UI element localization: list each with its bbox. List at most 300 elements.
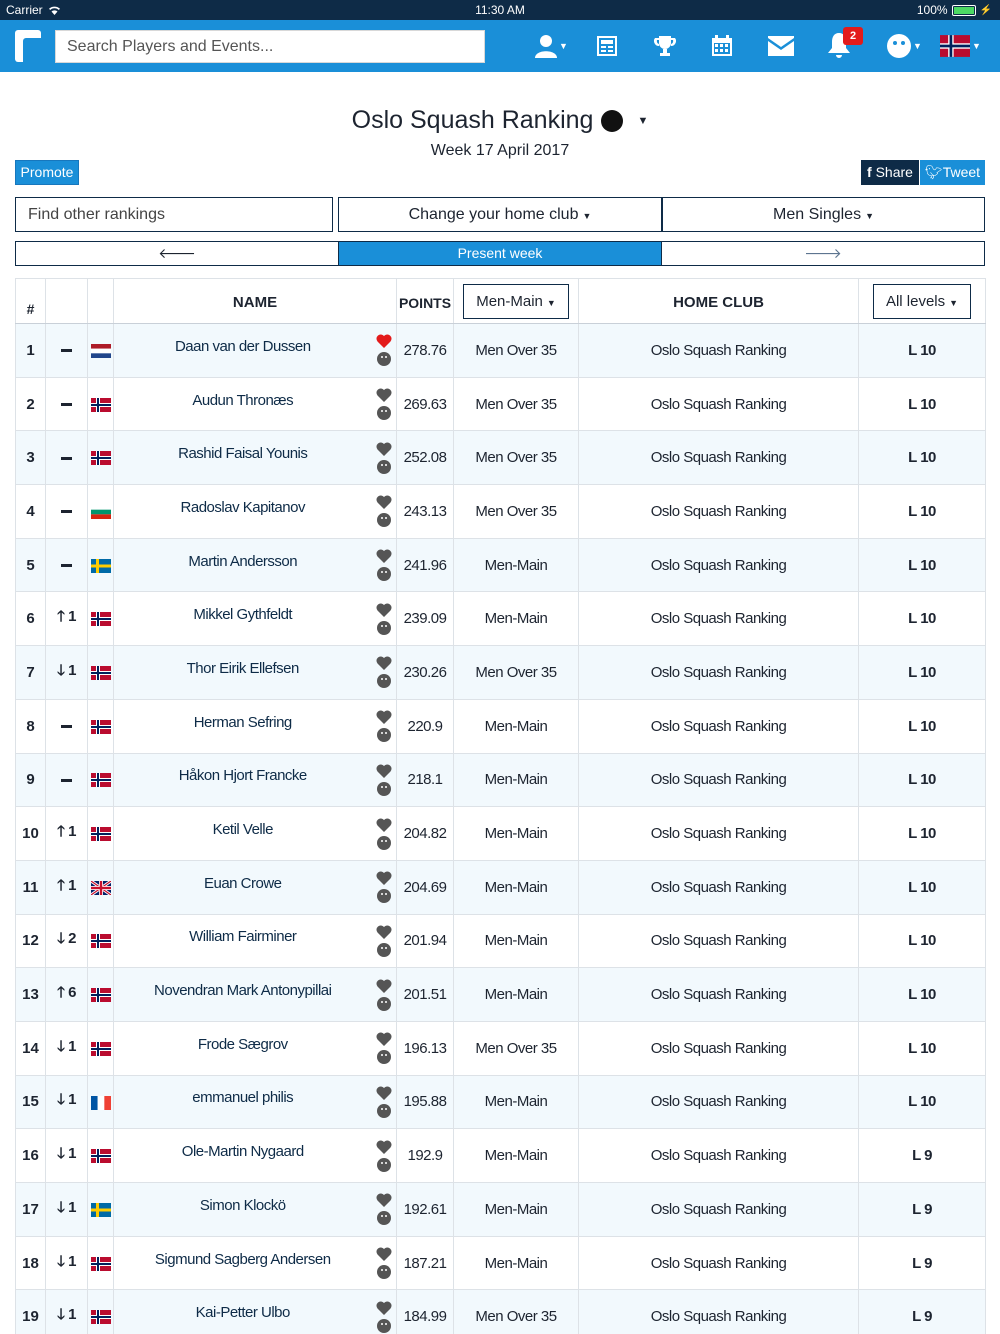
movement-cell	[46, 860, 88, 914]
flag-norway-icon	[91, 398, 111, 412]
player-name-link[interactable]: emmanuel philis	[192, 1089, 294, 1107]
home-club-cell[interactable]: Oslo Squash Ranking	[579, 914, 859, 968]
category-cell: Men Over 35	[454, 324, 579, 378]
player-name-cell[interactable]	[114, 324, 372, 378]
home-club-cell[interactable]: Oslo Squash Ranking	[579, 324, 859, 378]
level-cell: L 10	[859, 592, 986, 646]
player-name-cell[interactable]	[114, 538, 372, 592]
movement-count: 1	[68, 1037, 76, 1055]
home-club-dropdown[interactable]	[338, 197, 662, 232]
home-club-cell[interactable]: Oslo Squash Ranking	[579, 968, 859, 1022]
points-cell: 184.99	[397, 1290, 454, 1334]
charging-icon: ⚡	[979, 4, 992, 16]
home-club-label: Change your home club	[408, 206, 579, 223]
rank-cell: 5	[16, 538, 46, 592]
points-cell: 192.9	[397, 1129, 454, 1183]
category-cell: Men Over 35	[454, 431, 579, 485]
player-actions-cell	[372, 1075, 397, 1129]
player-name-cell[interactable]	[114, 914, 372, 968]
rank-cell: 7	[16, 646, 46, 700]
points-cell: 230.26	[397, 646, 454, 700]
movement-cell	[46, 1236, 88, 1290]
previous-week-button[interactable]	[16, 242, 339, 265]
table-row[interactable]	[16, 1021, 986, 1075]
player-actions-cell	[372, 1236, 397, 1290]
flag-cell	[88, 485, 114, 539]
app-logo[interactable]	[15, 30, 41, 62]
news-button[interactable]	[595, 31, 619, 61]
player-name-cell[interactable]	[114, 807, 372, 861]
player-name-link[interactable]: Radoslav Kapitanov	[180, 498, 305, 516]
table-row[interactable]	[16, 914, 986, 968]
home-club-cell[interactable]: Oslo Squash Ranking	[579, 377, 859, 431]
level-cell: L 10	[859, 324, 986, 378]
flag-norway-icon	[940, 35, 970, 57]
player-name-link[interactable]: William Fairminer	[189, 928, 297, 946]
home-club-cell[interactable]: Oslo Squash Ranking	[579, 485, 859, 539]
table-row[interactable]	[16, 753, 986, 807]
flag-norway-icon	[91, 827, 111, 841]
flag-norway-icon	[91, 451, 111, 465]
page-title: Oslo Squash Ranking	[351, 106, 594, 134]
table-row[interactable]	[16, 377, 986, 431]
player-name-link[interactable]: Audun Thronæs	[192, 391, 294, 409]
twitter-icon: 🐦︎	[924, 164, 943, 180]
promote-button[interactable]: Promote	[15, 160, 79, 185]
flag-cell	[88, 538, 114, 592]
player-name-link[interactable]: Ole-Martin Nygaard	[181, 1143, 304, 1161]
flag-cell	[88, 1236, 114, 1290]
arrow-down-icon: 🡓	[57, 1145, 65, 1163]
heart-icon[interactable]	[376, 979, 392, 993]
player-profile-icon[interactable]	[377, 1265, 391, 1279]
arrow-down-icon: 🡓	[57, 1198, 65, 1216]
player-name-cell[interactable]	[114, 968, 372, 1022]
facebook-icon: f	[867, 164, 876, 180]
player-name-link[interactable]: Frode Sægrov	[197, 1035, 288, 1053]
player-profile-icon[interactable]	[377, 782, 391, 796]
points-cell: 201.94	[397, 914, 454, 968]
player-actions-cell	[372, 753, 397, 807]
no-change-icon	[61, 510, 72, 513]
rank-cell: 11	[16, 860, 46, 914]
ranking-table	[15, 278, 986, 1334]
category-cell: Men-Main	[454, 538, 579, 592]
flag-cell	[88, 860, 114, 914]
player-profile-icon[interactable]	[377, 1211, 391, 1225]
level-cell: L 10	[859, 485, 986, 539]
calendar-icon	[710, 34, 734, 58]
chevron-down-icon: ▼	[972, 41, 981, 51]
rank-cell: 15	[16, 1075, 46, 1129]
level-cell: L 9	[859, 1183, 986, 1237]
category-cell: Men Over 35	[454, 1021, 579, 1075]
heart-icon[interactable]	[376, 549, 392, 563]
user-menu[interactable]	[535, 31, 568, 61]
flag-norway-icon	[91, 773, 111, 787]
battery-icon	[952, 5, 976, 16]
player-name-cell[interactable]	[114, 485, 372, 539]
player-name-cell[interactable]	[114, 592, 372, 646]
movement-cell	[46, 1021, 88, 1075]
player-name-cell[interactable]	[114, 1129, 372, 1183]
level-cell: L 10	[859, 699, 986, 753]
player-name-cell[interactable]	[114, 1183, 372, 1237]
player-name-cell[interactable]	[114, 699, 372, 753]
points-cell: 278.76	[397, 324, 454, 378]
table-row[interactable]	[16, 807, 986, 861]
flag-cell	[88, 699, 114, 753]
player-actions-cell	[372, 860, 397, 914]
movement-count: 1	[68, 823, 76, 841]
arrow-up-icon: 🡑	[57, 823, 65, 841]
table-row[interactable]	[16, 1290, 986, 1334]
rank-cell: 16	[16, 1129, 46, 1183]
heart-icon[interactable]	[376, 656, 392, 670]
points-cell: 196.13	[397, 1021, 454, 1075]
player-name-link[interactable]: Euan Crowe	[203, 874, 282, 892]
player-profile-icon[interactable]	[377, 352, 391, 366]
movement-cell	[46, 592, 88, 646]
level-cell: L 10	[859, 538, 986, 592]
movement-count: 1	[68, 1252, 76, 1270]
player-name-cell[interactable]	[114, 377, 372, 431]
present-week-button[interactable]: Present week	[339, 242, 661, 265]
points-cell: 192.61	[397, 1183, 454, 1237]
ranking-title[interactable]	[352, 106, 649, 135]
arrow-down-icon: 🡓	[57, 930, 65, 948]
flag-netherlands-icon	[91, 344, 111, 358]
status-bar	[0, 0, 1000, 20]
flag-cell	[88, 592, 114, 646]
player-name-cell[interactable]	[114, 646, 372, 700]
language-menu[interactable]	[940, 31, 981, 61]
heart-icon[interactable]	[376, 603, 392, 617]
table-row[interactable]	[16, 699, 986, 753]
heart-icon[interactable]	[376, 1301, 392, 1315]
home-club-cell[interactable]: Oslo Squash Ranking	[579, 1236, 859, 1290]
player-actions-cell	[372, 538, 397, 592]
rank-cell: 17	[16, 1183, 46, 1237]
flag-norway-icon	[91, 934, 111, 948]
home-club-cell[interactable]: Oslo Squash Ranking	[579, 1075, 859, 1129]
home-club-cell[interactable]: Oslo Squash Ranking	[579, 860, 859, 914]
category-filter-dropdown[interactable]	[463, 284, 569, 319]
player-name-link[interactable]: Sigmund Sagberg Andersen	[154, 1250, 331, 1268]
table-row[interactable]	[16, 485, 986, 539]
chevron-down-icon: ▼	[913, 41, 922, 51]
find-rankings-input[interactable]	[15, 197, 333, 232]
player-name-cell[interactable]	[114, 1075, 372, 1129]
arrow-down-icon: 🡓	[57, 1252, 65, 1270]
movement-cell	[46, 699, 88, 753]
chevron-down-icon: ▼	[546, 297, 556, 308]
profile-menu[interactable]	[887, 31, 922, 61]
flag-norway-icon	[91, 1310, 111, 1324]
table-row[interactable]	[16, 324, 986, 378]
heart-icon[interactable]	[376, 495, 392, 509]
player-actions-cell	[372, 807, 397, 861]
level-cell: L 10	[859, 1075, 986, 1129]
flag-norway-icon	[91, 1257, 111, 1271]
flag-cell	[88, 914, 114, 968]
player-profile-icon[interactable]	[377, 1158, 391, 1172]
player-name-link[interactable]: Thor Eirik Ellefsen	[186, 659, 299, 677]
flag-norway-icon	[91, 1149, 111, 1163]
home-club-cell[interactable]: Oslo Squash Ranking	[579, 592, 859, 646]
player-name-cell[interactable]	[114, 860, 372, 914]
table-row[interactable]	[16, 968, 986, 1022]
heart-icon[interactable]	[376, 1140, 392, 1154]
player-name-link[interactable]: Håkon Hjort Francke	[178, 767, 307, 785]
rank-cell: 1	[16, 324, 46, 378]
player-profile-icon[interactable]	[377, 1050, 391, 1064]
player-actions-cell	[372, 1021, 397, 1075]
no-change-icon	[61, 564, 72, 567]
flag-norway-icon	[91, 666, 111, 680]
player-actions-cell	[372, 324, 397, 378]
table-row[interactable]	[16, 1236, 986, 1290]
movement-count: 1	[68, 661, 76, 679]
category-filter-label: Men-Main	[476, 292, 543, 310]
player-profile-icon[interactable]	[377, 674, 391, 688]
search-input[interactable]	[55, 30, 485, 63]
player-name-link[interactable]: Kai-Petter Ulbo	[195, 1304, 290, 1322]
player-name-link[interactable]: Simon Klockö	[199, 1196, 286, 1214]
player-name-cell[interactable]	[114, 1290, 372, 1334]
level-cell: L 10	[859, 968, 986, 1022]
trophy-button[interactable]	[653, 31, 677, 61]
movement-count: 2	[68, 930, 76, 948]
level-cell: L 10	[859, 753, 986, 807]
no-change-icon	[61, 349, 72, 352]
rank-cell: 13	[16, 968, 46, 1022]
heart-icon[interactable]	[376, 871, 392, 885]
flag-bulgaria-icon	[91, 505, 111, 519]
category-cell: Men-Main	[454, 753, 579, 807]
rank-cell: 4	[16, 485, 46, 539]
category-label: Men Singles	[773, 206, 862, 223]
player-name-cell[interactable]	[114, 753, 372, 807]
home-club-cell[interactable]: Oslo Squash Ranking	[579, 431, 859, 485]
player-name-link[interactable]: Herman Sefring	[193, 713, 292, 731]
movement-cell	[46, 377, 88, 431]
movement-cell	[46, 324, 88, 378]
chevron-down-icon: ▼	[559, 41, 568, 51]
table-row[interactable]	[16, 538, 986, 592]
share-label: Share	[875, 164, 913, 180]
squash-ball-icon	[601, 110, 623, 132]
rank-cell: 10	[16, 807, 46, 861]
table-row[interactable]	[16, 431, 986, 485]
player-name-cell[interactable]	[114, 1021, 372, 1075]
flag-sweden-icon	[91, 1203, 111, 1217]
news-icon	[595, 34, 619, 58]
rank-cell: 18	[16, 1236, 46, 1290]
player-actions-cell	[372, 592, 397, 646]
tweet-button[interactable]	[920, 160, 985, 185]
home-club-cell[interactable]: Oslo Squash Ranking	[579, 753, 859, 807]
home-club-cell[interactable]: Oslo Squash Ranking	[579, 1021, 859, 1075]
heart-icon[interactable]	[376, 925, 392, 939]
home-club-cell[interactable]: Oslo Squash Ranking	[579, 807, 859, 861]
points-cell: 243.13	[397, 485, 454, 539]
player-profile-icon[interactable]	[377, 621, 391, 635]
movement-count: 1	[68, 1091, 76, 1109]
carrier-label: Carrier	[6, 3, 43, 17]
rank-cell: 6	[16, 592, 46, 646]
player-profile-icon[interactable]	[377, 728, 391, 742]
arrow-left-icon: 🡐	[158, 245, 196, 261]
points-cell: 204.82	[397, 807, 454, 861]
level-cell: L 9	[859, 1236, 986, 1290]
share-button[interactable]	[861, 160, 919, 185]
movement-cell	[46, 1290, 88, 1334]
arrow-up-icon: 🡑	[57, 876, 65, 894]
movement-count: 1	[68, 1145, 76, 1163]
player-actions-cell	[372, 1183, 397, 1237]
player-actions-cell	[372, 431, 397, 485]
category-cell: Men-Main	[454, 807, 579, 861]
table-row[interactable]	[16, 592, 986, 646]
category-cell: Men-Main	[454, 1075, 579, 1129]
arrow-up-icon: 🡑	[57, 608, 65, 626]
calendar-button[interactable]	[710, 31, 734, 61]
movement-count: 1	[68, 1198, 76, 1216]
movement-cell	[46, 1075, 88, 1129]
points-header[interactable]: POINTS	[397, 279, 454, 324]
no-change-icon	[61, 779, 72, 782]
heart-icon[interactable]	[376, 334, 392, 348]
clock: 11:30 AM	[475, 3, 525, 17]
rank-cell: 8	[16, 699, 46, 753]
player-actions-cell	[372, 646, 397, 700]
table-row[interactable]	[16, 1075, 986, 1129]
flag-cell	[88, 377, 114, 431]
player-name-link[interactable]: Novendran Mark Antonypillai	[154, 982, 332, 1000]
player-profile-icon[interactable]	[377, 1104, 391, 1118]
table-row[interactable]	[16, 1183, 986, 1237]
player-name-link[interactable]: Ketil Velle	[212, 821, 273, 839]
chevron-down-icon: ▼	[949, 297, 959, 308]
flag-cell	[88, 1021, 114, 1075]
find-rankings-label: Find other rankings	[28, 206, 165, 223]
movement-cell	[46, 485, 88, 539]
category-cell: Men-Main	[454, 1236, 579, 1290]
table-row[interactable]	[16, 646, 986, 700]
heart-icon[interactable]	[376, 388, 392, 402]
home-club-cell[interactable]: Oslo Squash Ranking	[579, 1183, 859, 1237]
player-profile-icon[interactable]	[377, 889, 391, 903]
heart-icon[interactable]	[376, 710, 392, 724]
arrow-up-icon: 🡑	[57, 984, 65, 1002]
movement-cell	[46, 914, 88, 968]
home-club-cell[interactable]: Oslo Squash Ranking	[579, 538, 859, 592]
level-cell: L 9	[859, 1290, 986, 1334]
name-header[interactable]: NAME	[114, 279, 397, 324]
home-club-cell[interactable]: Oslo Squash Ranking	[579, 646, 859, 700]
player-actions-cell	[372, 1290, 397, 1334]
rank-cell: 14	[16, 1021, 46, 1075]
trophy-icon	[653, 34, 677, 58]
arrow-right-icon: 🡒	[804, 245, 842, 261]
points-cell: 269.63	[397, 377, 454, 431]
player-name-cell[interactable]	[114, 431, 372, 485]
player-profile-icon[interactable]	[377, 1319, 391, 1333]
category-cell: Men-Main	[454, 860, 579, 914]
level-filter-label: All levels	[885, 292, 946, 310]
category-cell: Men-Main	[454, 968, 579, 1022]
heart-icon[interactable]	[376, 1193, 392, 1207]
home-club-cell[interactable]: Oslo Squash Ranking	[579, 1129, 859, 1183]
player-profile-icon[interactable]	[377, 513, 391, 527]
level-filter-dropdown[interactable]	[873, 284, 971, 319]
player-profile-icon[interactable]	[377, 567, 391, 581]
heart-icon[interactable]	[376, 1086, 392, 1100]
flag-sweden-icon	[91, 559, 111, 573]
table-row[interactable]	[16, 860, 986, 914]
player-name-link[interactable]: Daan van der Dussen	[174, 337, 311, 355]
home-club-cell[interactable]: Oslo Squash Ranking	[579, 1290, 859, 1334]
messages-button[interactable]	[768, 31, 794, 61]
no-change-icon	[61, 725, 72, 728]
points-cell: 195.88	[397, 1075, 454, 1129]
tweet-label: Tweet	[942, 164, 981, 180]
level-cell: L 10	[859, 1021, 986, 1075]
flag-norway-icon	[91, 988, 111, 1002]
category-cell: Men Over 35	[454, 1290, 579, 1334]
notification-badge: 2	[843, 27, 863, 45]
player-name-link[interactable]: Martin Andersson	[188, 552, 298, 570]
table-row[interactable]	[16, 1129, 986, 1183]
heart-icon[interactable]	[376, 1247, 392, 1261]
category-dropdown[interactable]	[662, 197, 985, 232]
player-profile-icon[interactable]	[377, 997, 391, 1011]
points-cell: 204.69	[397, 860, 454, 914]
player-profile-icon[interactable]	[377, 836, 391, 850]
flag-cell	[88, 968, 114, 1022]
player-name-link[interactable]: Mikkel Gythfeldt	[193, 606, 293, 624]
next-week-button[interactable]	[661, 242, 984, 265]
flag-norway-icon	[91, 612, 111, 626]
arrow-down-icon: 🡓	[57, 661, 65, 679]
level-cell: L 10	[859, 646, 986, 700]
heart-icon[interactable]	[376, 1032, 392, 1046]
heart-icon[interactable]	[376, 818, 392, 832]
notifications-button[interactable]	[827, 30, 857, 61]
player-profile-icon[interactable]	[377, 943, 391, 957]
player-name-cell[interactable]	[114, 1236, 372, 1290]
home-club-cell[interactable]: Oslo Squash Ranking	[579, 699, 859, 753]
movement-count: 1	[68, 608, 76, 626]
level-cell: L 10	[859, 860, 986, 914]
player-actions-cell	[372, 699, 397, 753]
player-actions-cell	[372, 485, 397, 539]
player-name-link[interactable]: Rashid Faisal Younis	[178, 445, 308, 463]
player-profile-icon[interactable]	[377, 460, 391, 474]
flag-cell	[88, 1129, 114, 1183]
flag-cell	[88, 431, 114, 485]
points-cell: 218.1	[397, 753, 454, 807]
level-cell: L 10	[859, 914, 986, 968]
level-cell: L 10	[859, 377, 986, 431]
points-cell: 187.21	[397, 1236, 454, 1290]
flag-cell	[88, 1075, 114, 1129]
heart-icon[interactable]	[376, 764, 392, 778]
movement-cell	[46, 968, 88, 1022]
heart-icon[interactable]	[376, 442, 392, 456]
player-profile-icon[interactable]	[377, 406, 391, 420]
